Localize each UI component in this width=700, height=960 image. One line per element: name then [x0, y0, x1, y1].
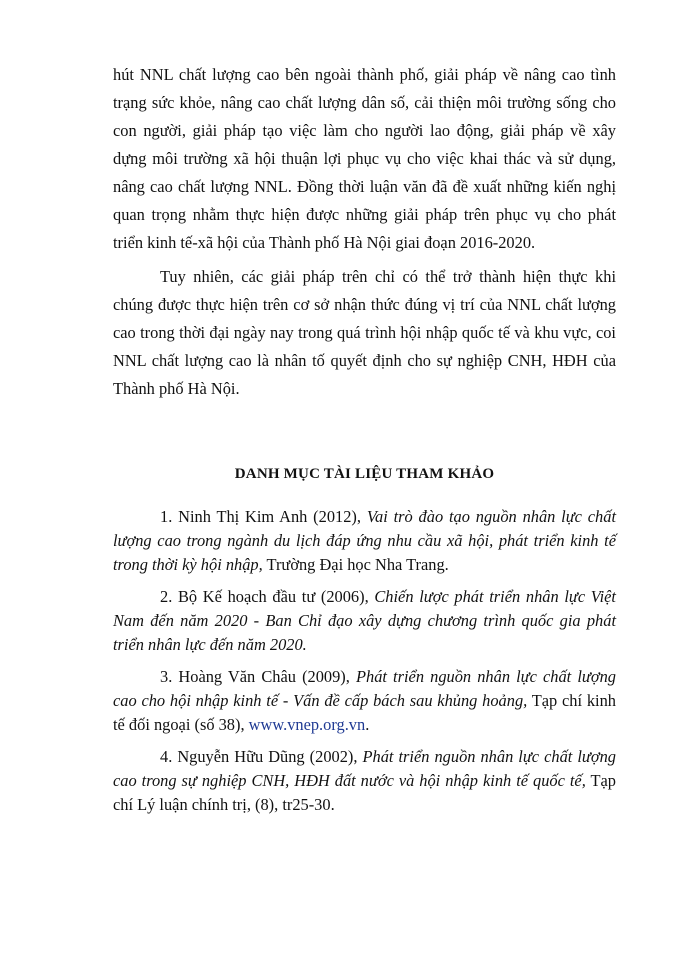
reference-tail: Trường Đại học Nha Trang. — [262, 555, 449, 574]
reference-lead: 1. Ninh Thị Kim Anh (2012), — [160, 507, 367, 526]
reference-link[interactable]: www.vnep.org.vn — [248, 715, 366, 734]
body-paragraph-1: hút NNL chất lượng cao bên ngoài thành phố, giải pháp về nâng cao tình trạng sức khỏe, nâng cao chất lượng dân số, cải thiện môi trường sống cho con người, giải pháp tạo việc làm cho người lao động, giải pháp về xây dựng môi trường xã hội thuận lợi phục vụ cho việc khai thác và sử dụng, nâng cao chất lượng NNL. Đồng thời luận văn đã đề xuất những kiến nghị quan trọng nhằm thực hiện được những giải pháp trên phục vụ cho phát triển kinh tế-xã hội của Thành phố Hà Nội giai đoạn 2016-2020. — [113, 65, 616, 252]
references-heading: DANH MỤC TÀI LIỆU THAM KHẢO — [234, 466, 495, 482]
reference-after-link: . — [365, 715, 370, 734]
reference-title: Phát triển nguồn nhân lực chất lượng cao trong sự nghiệp CNH, HĐH đất nước và hội nhập kinh tế quốc tế, — [113, 747, 616, 790]
reference-title: Phát triển nguồn nhân lực chất lượng cao cho hội nhập kinh tế - Vấn đề cấp bách sau khủng hoảng, — [113, 667, 616, 710]
reference-lead: 3. Hoàng Văn Châu (2009), — [160, 667, 356, 686]
reference-title: Chiến lược phát triển nhân lực Việt Nam đến năm 2020 - Ban Chỉ đạo xây dựng chương trình quốc gia phát triển nhân lực đến năm 2020. — [113, 587, 616, 654]
reference-title: Vai trò đào tạo nguồn nhân lực chất lượng cao trong ngành du lịch đáp ứng nhu cầu xã hội, phát triển kinh tế trong thời kỳ hội nhập, — [113, 507, 617, 574]
reference-lead: 2. Bộ Kế hoạch đầu tư (2006), — [160, 587, 375, 606]
reference-tail: Tạp chí Lý luận chính trị, (8), tr25-30. — [113, 771, 616, 814]
reference-item-1 — [113, 505, 616, 577]
reference-item-4 — [113, 745, 616, 817]
reference-tail: Tạp chí kinh tế đối ngoại (số 38), — [113, 691, 616, 734]
reference-lead: 4. Nguyễn Hữu Dũng (2002), — [160, 747, 363, 766]
document-page — [113, 61, 616, 825]
reference-item-3 — [113, 665, 616, 737]
body-paragraph-2: Tuy nhiên, các giải pháp trên chỉ có thể trở thành hiện thực khi chúng được thực hiện trên cơ sở nhận thức đúng vị trí của NNL chất lượng cao trong thời đại ngày nay trong quá trình hội nhập quốc tế và khu vực, coi NNL chất lượng cao là nhân tố quyết định cho sự nghiệp CNH, HĐH của Thành phố Hà Nội. — [113, 267, 616, 398]
reference-item-2 — [113, 585, 616, 657]
reference-list — [113, 505, 616, 817]
